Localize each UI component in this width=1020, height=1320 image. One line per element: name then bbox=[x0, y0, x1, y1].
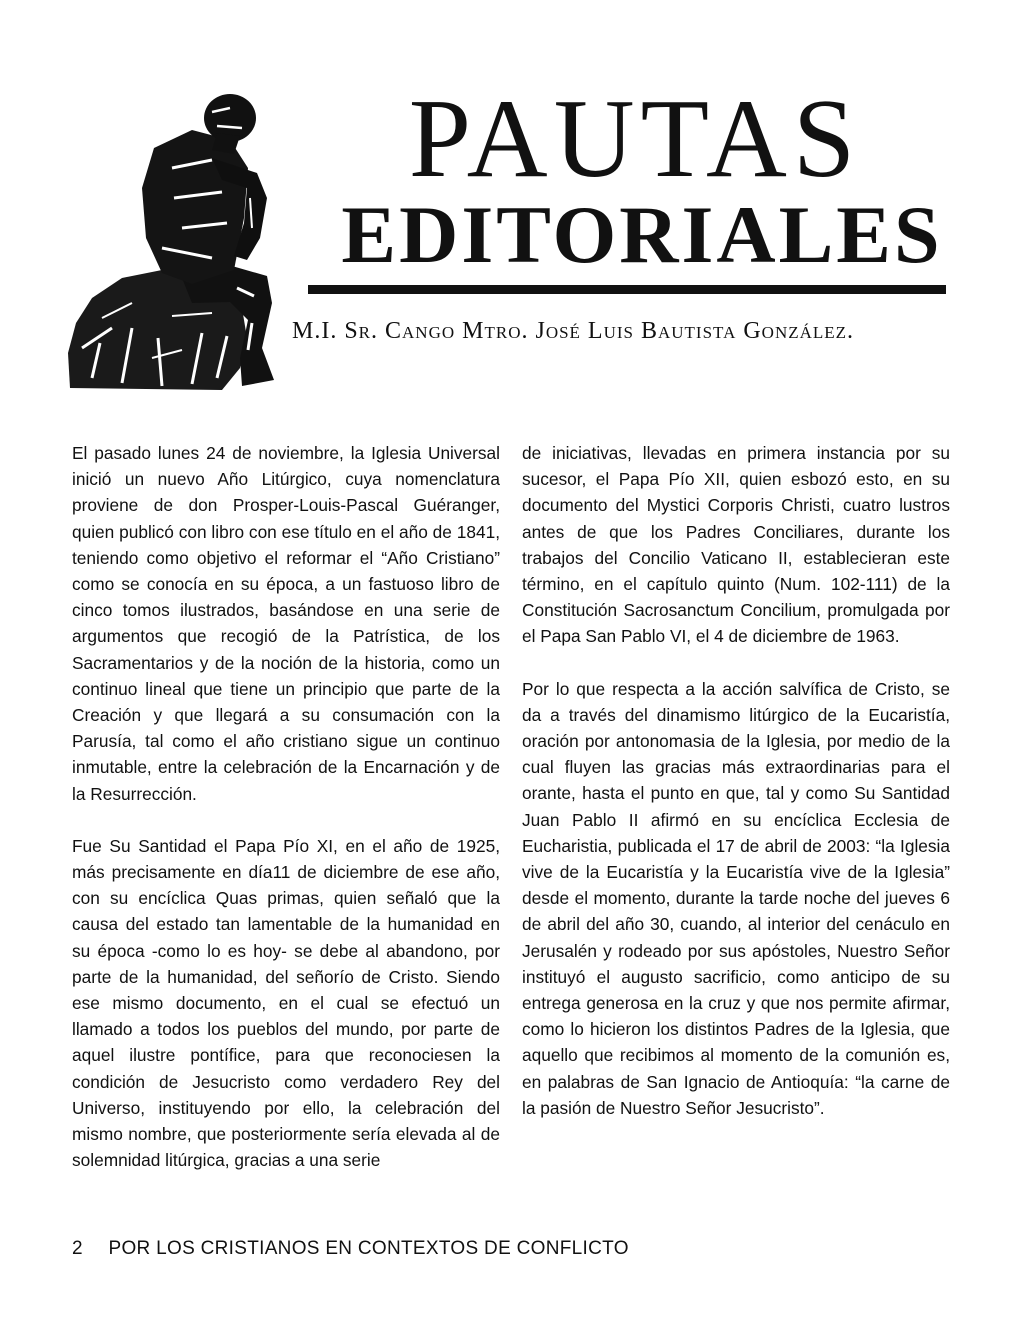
paragraph: Fue Su Santidad el Papa Pío XI, en el año de 1925, más precisamente en día11 de diciembre de ese año, con su encíclica Quas primas, quien señaló que la causa del estado tan lamentable de la humanidad en su época -como lo es hoy- se debe al abandono, por parte de la humanidad, del señorío de Cristo. Siendo ese mismo documento, en el cual se efectuó un llamado a todos los pueblos del mundo, por parte de aquel ilustre pontífice, para que reconociesen la condición de Jesucristo como verdadero Rey del Universo, instituyendo por ello, la celebración del mismo nombre, que posteriormente sería elevada al de solemnidad litúrgica, gracias a una serie bbox=[72, 835, 500, 1171]
paragraph: de iniciativas, llevadas en primera instancia por su sucesor, el Papa Pío XII, quien esbozó esto, en su documento del Mystici Corporis Christi, cuatro lustros antes de que los Padres Conciliares, durante los trabajos del Concilio Vaticano II, establecieran este término, en el capítulo quinto (Num. 102-111) de la Constitución Sacrosanctum Concilium, promulgada por el Papa San Pablo VI, el 4 de diciembre de 1963. bbox=[522, 443, 950, 647]
publication-name: POR LOS CRISTIANOS EN CONTEXTOS DE CONFLICTO bbox=[108, 1238, 629, 1259]
article-column-left bbox=[72, 440, 500, 1199]
article-column-right bbox=[522, 440, 950, 1147]
title-divider bbox=[308, 285, 946, 294]
title-line-1: PAUTAS bbox=[408, 77, 862, 201]
author-byline: M.I. Sr. Cango Mtro. José Luis Bautista González. bbox=[292, 318, 855, 344]
paragraph: El pasado lunes 24 de noviembre, la Iglesia Universal inició un nuevo Año Litúrgico, cuya nomenclatura proviene de don Prosper-Louis-Pascal Guéranger, quien publicó con libro con ese título en el año de 1841, teniendo como objetivo el reformar el “Año Cristiano” como se conocía en su época, a un fastuoso libro de cinco tomos ilustrados, basándose en una serie de argumentos que recogió de la Patrística, de los Sacramentarios y de la noción de la historia, como un continuo lineal que tiene un principio que parte de la Creación y que llegará a su consumación con la Parusía, tal como el año cristiano sigue un continuo inmutable, entre la celebración de la Encarnación y de la Resurrección. bbox=[72, 443, 500, 804]
paragraph: Por lo que respecta a la acción salvífica de Cristo, se da a través del dinamismo litúrgico de la Eucaristía, oración por antonomasia de la Iglesia, por medio de la cual fluyen las gracias más extraordinarias para el orante, hasta el punto en que, tal y como Su Santidad Juan Pablo II afirmó en su encíclica Ecclesia de Eucharistia, publicada el 17 de abril de 2003: “la Iglesia vive de la Eucaristía y la Eucaristía vive de la Iglesia” desde el momento, durante la tarde noche del jueves 6 de abril del año 30, cuando, al interior del cenáculo en Jerusalén y rodeado por sus apóstoles, Nuestro Señor instituyó el augusto sacrificio, como anticipo de su entrega generosa en la cruz y que nos permite afirmar, como lo hicieron los distintos Padres de la Iglesia, que aquello que recibimos al momento de la comunión es, en palabras de San Ignacio de Antioquía: “la carne de la pasión de Nuestro Señor Jesucristo”. bbox=[522, 678, 950, 1118]
page-footer bbox=[72, 1238, 629, 1260]
page-number: 2 bbox=[72, 1238, 83, 1259]
title-line-2: EDITORIALES bbox=[341, 189, 943, 280]
thinker-statue-icon bbox=[62, 88, 302, 398]
